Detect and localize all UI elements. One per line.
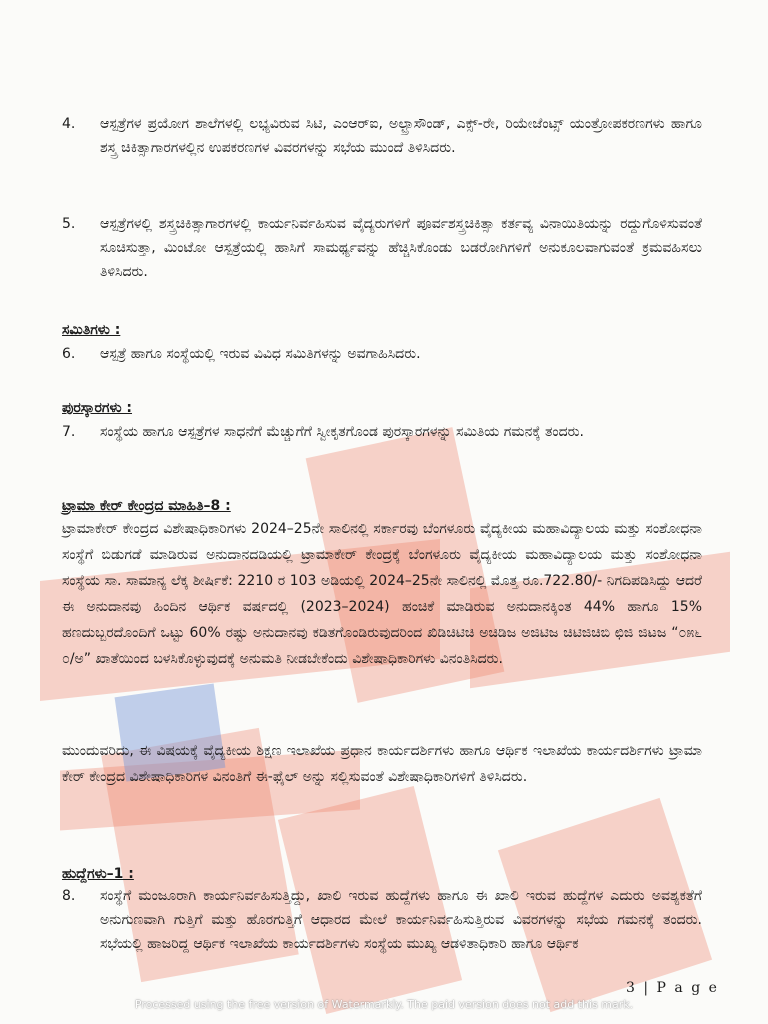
item-text: ಸಂಸ್ಥೆಗೆ ಮಂಜೂರಾಗಿ ಕಾರ್ಯನಿರ್ವಹಿಸುತ್ತಿದ್ದು, ಖಾಲಿ ಇರುವ ಹುದ್ದೆಗಳು ಹಾಗೂ ಈ ಖಾಲಿ ಇರುವ ಹುದ್ದೆಗಳ ಎದುರು ಅವಶ್ಯಕತೆಗೆ ಅನುಗುಣವಾಗಿ ಗುತ್ತಿಗೆ ಮತ್ತು ಹೊರಗುತ್ತಿಗೆ ಆಧಾರದ ಮೇಲೆ ಕಾರ್ಯನಿರ್ವಹಿಸುತ್ತಿರುವ ವಿವರಗಳನ್ನು ಸಭೆಯ ಗಮನಕ್ಕೆ ತಂದರು. ಸಭೆಯಲ್ಲಿ ಹಾಜರಿದ್ದ ಆರ್ಥಿಕ ಇಲಾಖೆಯ ಕಾರ್ಯದರ್ಶಿಗಳು ಸಂಸ್ಥೆಯ ಮುಖ್ಯ ಆಡಳಿತಾಧಿಕಾರಿ ಹಾಗೂ ಆರ್ಥಿಕ — [100, 888, 702, 952]
list-item — [62, 884, 702, 978]
section-heading-trauma: ಟ್ರಾಮಾ ಕೇರ್ ಕೇಂದ್ರದ ಮಾಹಿತಿ–8 : — [62, 498, 231, 514]
paragraph-trauma-1: ಟ್ರಾಮಾಕೇರ್ ಕೇಂದ್ರದ ವಿಶೇಷಾಧಿಕಾರಿಗಳು 2024–25ನೇ ಸಾಲಿನಲ್ಲಿ ಸರ್ಕಾರವು ಬೆಂಗಳೂರು ವೈದ್ಯಕೀಯ ಮಹಾವಿದ್ಯಾಲಯ ಮತ್ತು ಸಂಶೋಧನಾ ಸಂಸ್ಥೆಗೆ ಬಿಡುಗಡೆ ಮಾಡಿರುವ ಅನುದಾನದಡಿಯಲ್ಲಿ ಟ್ರಾಮಾಕೇರ್ ಕೇಂದ್ರಕ್ಕೆ ಬೆಂಗಳೂರು ವೈದ್ಯಕೀಯ ಮಹಾವಿದ್ಯಾಲಯ ಮತ್ತು ಸಂಶೋಧನಾ ಸಂಸ್ಥೆಯ ಸಾ. ಸಾಮಾನ್ಯ ಲೆಕ್ಕ ಶೀರ್ಷಿಕೆ: 2210 ರ 103 ಅಡಿಯಲ್ಲಿ 2024–25ನೇ ಸಾಲಿನಲ್ಲಿ ಮೊತ್ತ ರೂ.722.80/- ನಿಗದಿಪಡಿಸಿದ್ದು ಆದರೆ ಈ ಅನುದಾನವು ಹಿಂದಿನ ಆರ್ಥಿಕ ವರ್ಷದಲ್ಲಿ (2023–2024) ಹಂಚಿಕೆ ಮಾಡಿರುವ ಅನುದಾನಕ್ಕಿಂತ 44% ಹಾಗೂ 15% ಹಣದುಬ್ಬರದೊಂದಿಗೆ ಒಟ್ಟು 60% ರಷ್ಟು ಅನುದಾನವು ಕಡಿತಗೊಂಡಿರುವುದರಿಂದ ಖಿಡಿಚಿಟಿಚಿ ಅಚಿಡಿಜ ಅಜಿಟಿಜ ಚಿಟಿಜಿಚಿಬಿ ಛಿಜಿ ಜಿಟಜ “೦೫೬ ೦/ಅ” ಖಾತೆಯಿಂದ ಬಳಸಿಕೊಳ್ಳುವುದಕ್ಕೆ ಅನುಮತಿ ನೀಡಬೇಕೆಂದು ವಿಶೇಷಾಧಿಕಾರಿಗಳು ವಿನಂತಿಸಿದರು. — [62, 521, 702, 667]
page-number: 3 | P a g e — [626, 980, 719, 996]
item-number: 5. — [62, 216, 76, 232]
watermark-footer-text: Processed using the free version of Watermarkly. The paid version does not add this mark. — [134, 998, 634, 1011]
section-heading-committees: ಸಮಿತಿಗಳು : — [62, 322, 121, 338]
list-item — [62, 420, 702, 470]
item-number: 4. — [62, 116, 76, 132]
item-text: ಆಸ್ಪತ್ರೆಗಳಲ್ಲಿ ಶಸ್ತ್ರಚಿಕಿತ್ಸಾಗಾರಗಳಲ್ಲಿ ಕಾರ್ಯನಿರ್ವಹಿಸುವ ವೈದ್ಯರುಗಳಿಗೆ ಪೂರ್ವಶಸ್ತ್ರಚಿಕಿತ್ಸಾ ಕರ್ತವ್ಯ ವಿನಾಯಿತಿಯನ್ನು ರದ್ದುಗೊಳಿಸುವಂತೆ ಸೂಚಿಸುತ್ತಾ, ಮಿಂಟೋ ಆಸ್ಪತ್ರೆಯಲ್ಲಿ ಹಾಸಿಗೆ ಸಾಮರ್ಥ್ಯವನ್ನು ಹೆಚ್ಚಿಸಿಕೊಂಡು ಬಡರೋಗಿಗಳಿಗೆ ಅನುಕೂಲವಾಗುವಂತೆ ಕ್ರಮವಹಿಸಲು ತಿಳಿಸಿದರು. — [100, 216, 702, 280]
item-number: 7. — [62, 424, 76, 440]
list-item — [62, 212, 702, 288]
item-text: ಸಂಸ್ಥೆಯ ಹಾಗೂ ಆಸ್ಪತ್ರೆಗಳ ಸಾಧನೆಗೆ ಮೆಚ್ಚುಗೆಗೆ ಸ್ವೀಕೃತಗೊಂಡ ಪುರಸ್ಕಾರಗಳನ್ನು ಸಮಿತಿಯ ಗಮನಕ್ಕೆ ತಂದರು. — [100, 424, 584, 440]
item-number: 6. — [62, 346, 76, 362]
section-heading-posts: ಹುದ್ದೆಗಳು–1 : — [62, 866, 134, 882]
paragraph-trauma-2: ಮುಂದುವರಿದು, ಈ ವಿಷಯಕ್ಕೆ ವೈದ್ಯಕೀಯ ಶಿಕ್ಷಣ ಇಲಾಖೆಯ ಪ್ರಧಾನ ಕಾರ್ಯದರ್ಶಿಗಳು ಹಾಗೂ ಆರ್ಥಿಕ ಇಲಾಖೆಯ ಕಾರ್ಯದರ್ಶಿಗಳು ಟ್ರಾಮಾ ಕೇರ್ ಕೇಂದ್ರದ ವಿಶೇಷಾಧಿಕಾರಿಗಳ ವಿನಂತಿಗೆ ಈ-ಫೈಲ್ ಅನ್ನು ಸಲ್ಲಿಸುವಂತೆ ವಿಶೇಷಾಧಿಕಾರಿಗಳಿಗೆ ತಿಳಿಸಿದರು. — [62, 743, 702, 785]
section-heading-awards: ಪುರಸ್ಕಾರಗಳು : — [62, 400, 133, 416]
item-text: ಆಸ್ಪತ್ರೆ ಹಾಗೂ ಸಂಸ್ಥೆಯಲ್ಲಿ ಇರುವ ವಿವಿಧ ಸಮಿತಿಗಳನ್ನು ಅವಗಾಹಿಸಿದರು. — [100, 346, 421, 362]
item-number: 8. — [62, 888, 76, 904]
list-item — [62, 342, 702, 368]
list-item — [62, 112, 702, 188]
item-text: ಆಸ್ಪತ್ರೆಗಳ ಪ್ರಯೋಗ ಶಾಲೆಗಳಲ್ಲಿ ಲಭ್ಯವಿರುವ ಸಿಟಿ, ಎಂಆರ್‌ಐ, ಅಲ್ಟ್ರಾಸೌಂಡ್, ಎಕ್ಸ್-ರೇ, ರಿಯೇಜೆಂಟ್ಸ್ ಯಂತ್ರೋಪಕರಣಗಳು ಹಾಗೂ ಶಸ್ತ್ರ ಚಿಕಿತ್ಸಾಗಾರಗಳಲ್ಲಿನ ಉಪಕರಣಗಳ ವಿವರಗಳನ್ನು ಸಭೆಯ ಮುಂದೆ ತಿಳಿಸಿದರು. — [100, 116, 702, 156]
